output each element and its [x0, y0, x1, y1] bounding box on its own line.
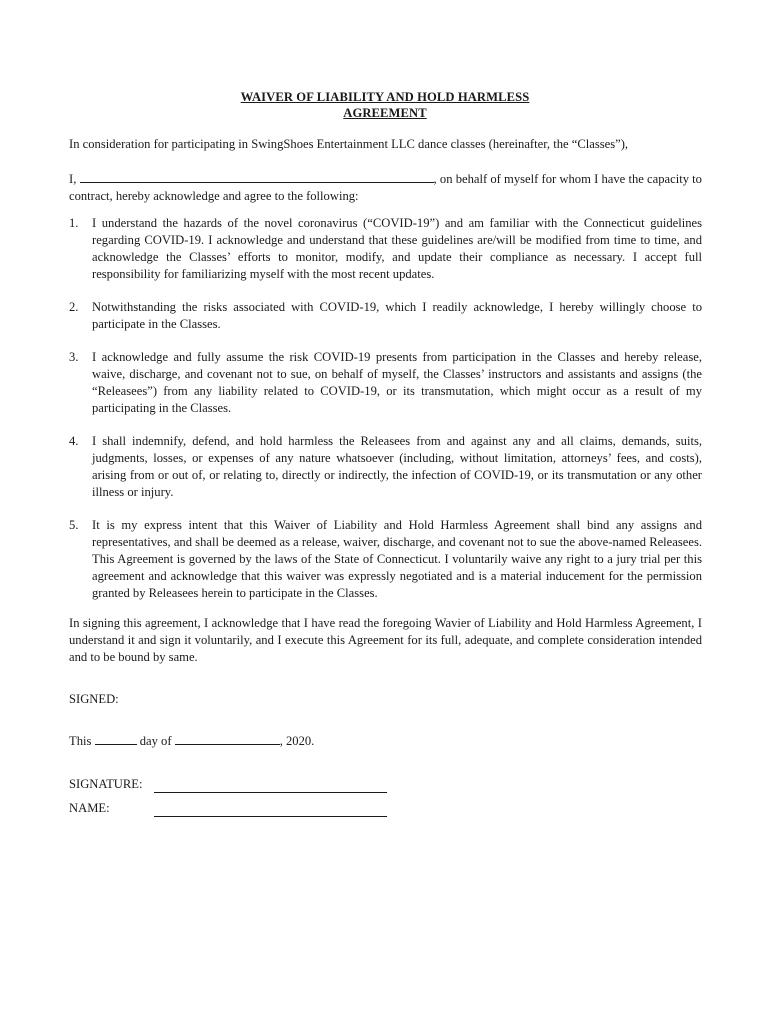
acknowledgement-paragraph — [69, 170, 702, 205]
term-number: 1. — [69, 216, 79, 230]
term-number: 3. — [69, 350, 79, 364]
closing-paragraph: In signing this agreement, I acknowledge that I have read the foregoing Wavier of Liability and Hold Harmless Agreement, I understand it and sign it voluntarily, and I execute this Agreement for its full, adequate, and complete consideration intended and to be bound by same. — [69, 616, 702, 664]
document-title — [0, 89, 770, 121]
signature-block — [69, 776, 702, 817]
day-blank[interactable] — [95, 732, 137, 745]
term-item — [69, 349, 702, 417]
date-this-label: This — [69, 734, 92, 748]
month-blank[interactable] — [175, 732, 280, 745]
date-day-of-label: day of — [139, 734, 172, 748]
intro-paragraph: In consideration for participating in SwingShoes Entertainment LLC dance classes (hereinafter, the “Classes”), — [69, 137, 629, 151]
date-line — [69, 732, 702, 750]
participant-name-blank[interactable] — [80, 170, 434, 183]
term-item — [69, 517, 702, 602]
name-label: NAME: — [69, 801, 110, 815]
term-text: Notwithstanding the risks associated with COVID-19, which I readily acknowledge, I hereby willingly choose to participate in the Classes. — [92, 300, 702, 331]
date-year: , 2020. — [279, 734, 315, 748]
signature-label: SIGNATURE: — [69, 777, 143, 791]
ack-suffix: , on behalf of myself for whom I have the capacity to contract, hereby acknowledge and agree to the following: — [69, 172, 702, 203]
signature-line[interactable] — [154, 780, 387, 793]
term-item — [69, 433, 702, 501]
signed-label: SIGNED: — [69, 692, 119, 706]
term-text: It is my express intent that this Waiver of Liability and Hold Harmless Agreement shall bind any assigns and representatives, and shall be deemed as a release, waiver, discharge, and covenant not to sue the above-named Releasees. This Agreement is governed by the laws of the State of Connecticut. I voluntarily waive any right to a jury trial per this agreement and acknowledge that this waiver was expressly negotiated and is a material inducement for the permission granted by Releasees herein to participate in the Classes. — [92, 518, 702, 600]
term-item — [69, 215, 702, 283]
term-text: I understand the hazards of the novel coronavirus (“COVID-19”) and am familiar with the Connecticut guidelines regarding COVID-19. I acknowledge and understand that these guidelines are/will be modified from time to time, and acknowledge the Classes’ efforts to monitor, modify, and update their compliance as necessary. I accept full responsibility for familiarizing myself with the most recent updates. — [92, 216, 702, 281]
term-text: I shall indemnify, defend, and hold harmless the Releasees from and against any and all claims, demands, suits, judgments, losses, or expenses of any nature whatsoever (including, without limitation, attorneys’ fees, and costs), arising from or out of, or relating to, directly or indirectly, the infection of COVID-19, or its transmutation or any other illness or injury. — [92, 434, 702, 499]
document-body — [69, 136, 702, 817]
ack-prefix: I, — [69, 172, 77, 186]
signature-row — [69, 776, 702, 793]
name-row — [69, 800, 702, 817]
terms-list — [69, 215, 702, 602]
term-number: 2. — [69, 300, 79, 314]
term-number: 5. — [69, 518, 79, 532]
term-number: 4. — [69, 434, 79, 448]
term-text: I acknowledge and fully assume the risk COVID-19 presents from participation in the Classes and hereby release, waive, discharge, and covenant not to sue, on behalf of myself, the Classes’ instructors and assistants and assigns (the “Releasees”) from any liability related to COVID-19, or its transmutation, which might occur as a result of my participating in the Classes. — [92, 350, 702, 415]
title-line-1: WAIVER OF LIABILITY AND HOLD HARMLESS — [240, 90, 530, 104]
name-line[interactable] — [154, 804, 387, 817]
title-line-2: AGREEMENT — [343, 106, 427, 120]
term-item — [69, 299, 702, 333]
